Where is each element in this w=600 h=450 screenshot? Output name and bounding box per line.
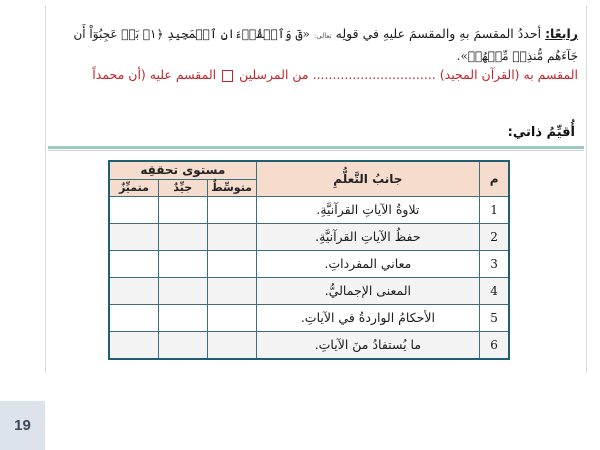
cell-good[interactable] <box>158 250 207 277</box>
cell-excellent[interactable] <box>109 304 158 331</box>
answer-dots: ............................... <box>312 67 436 82</box>
row-aspect: ما يُستفادُ منَ الآياتِ. <box>256 331 480 359</box>
row-aspect: معاني المفرداتِ. <box>256 250 480 277</box>
row-aspect: الأحكامُ الواردةُ في الآياتِ. <box>256 304 480 331</box>
table-row <box>109 223 509 250</box>
cell-good[interactable] <box>158 196 207 223</box>
question-text <box>73 24 578 66</box>
honorific: تعالى: <box>313 32 332 40</box>
cell-excellent[interactable] <box>109 196 158 223</box>
section-divider <box>48 146 584 149</box>
answer-oath-subject: المقسم عليه (أن محمداً <box>92 67 217 82</box>
row-aspect: تلاوةُ الآياتِ القرآنيَّةِ. <box>256 196 480 223</box>
cell-average[interactable] <box>207 223 256 250</box>
table-row <box>109 304 509 331</box>
row-aspect: حفظُ الآياتِ القرآنيَّةِ. <box>256 223 480 250</box>
cell-excellent[interactable] <box>109 277 158 304</box>
section-divider-thin <box>48 150 584 151</box>
table-row <box>109 277 509 304</box>
answer-from-messengers: من المرسلين <box>239 67 309 82</box>
row-num: 5 <box>480 304 509 331</box>
self-assessment-table <box>108 160 510 360</box>
row-num: 4 <box>480 277 509 304</box>
row-num: 3 <box>480 250 509 277</box>
cell-good[interactable] <box>158 331 207 359</box>
table-row <box>109 331 509 359</box>
cell-average[interactable] <box>207 277 256 304</box>
answer-oath-object: المقسم به (القرآن المجيد) <box>439 67 578 82</box>
table-row <box>109 250 509 277</box>
self-assessment-title: أُقيِّمُ ذاتي: <box>507 125 575 140</box>
table-header-row <box>109 161 509 179</box>
row-num: 1 <box>480 196 509 223</box>
table-row <box>109 196 509 223</box>
cell-excellent[interactable] <box>109 223 158 250</box>
cell-good[interactable] <box>158 304 207 331</box>
cell-average[interactable] <box>207 250 256 277</box>
cell-average[interactable] <box>207 196 256 223</box>
cell-good[interactable] <box>158 223 207 250</box>
row-num: 2 <box>480 223 509 250</box>
question-prompt: أحددُ المقسمَ بهِ والمقسمَ عليهِ في قولِه <box>335 26 542 41</box>
cell-average[interactable] <box>207 331 256 359</box>
header-level-group: مستوى تحققِه <box>109 161 256 179</box>
verse-text: «قٓ وَٱلۡقُرۡءَانِ ٱلۡمَجِيدِ ﴿١﴾ بَلۡ عَجِبُوٓاْ أَن جَآءَهُم مُّنذِرٞ مِّنۡهُمۡ». <box>73 27 578 63</box>
header-level-average: متوسِّطٌ <box>207 179 256 196</box>
cell-average[interactable] <box>207 304 256 331</box>
header-level-good: جيِّدٌ <box>158 179 207 196</box>
page-number: 19 <box>0 401 45 450</box>
cell-good[interactable] <box>158 277 207 304</box>
answer-line <box>73 66 578 84</box>
header-level-excellent: متميِّزٌ <box>109 179 158 196</box>
header-num: م <box>480 161 509 196</box>
cell-excellent[interactable] <box>109 331 158 359</box>
header-aspect: جانبُ التَّعلُّمِ <box>256 161 480 196</box>
cell-excellent[interactable] <box>109 250 158 277</box>
question-number: رابعًا: <box>545 26 578 41</box>
checkbox-square <box>222 70 233 82</box>
row-num: 6 <box>480 331 509 359</box>
row-aspect: المعنى الإجماليُّ. <box>256 277 480 304</box>
